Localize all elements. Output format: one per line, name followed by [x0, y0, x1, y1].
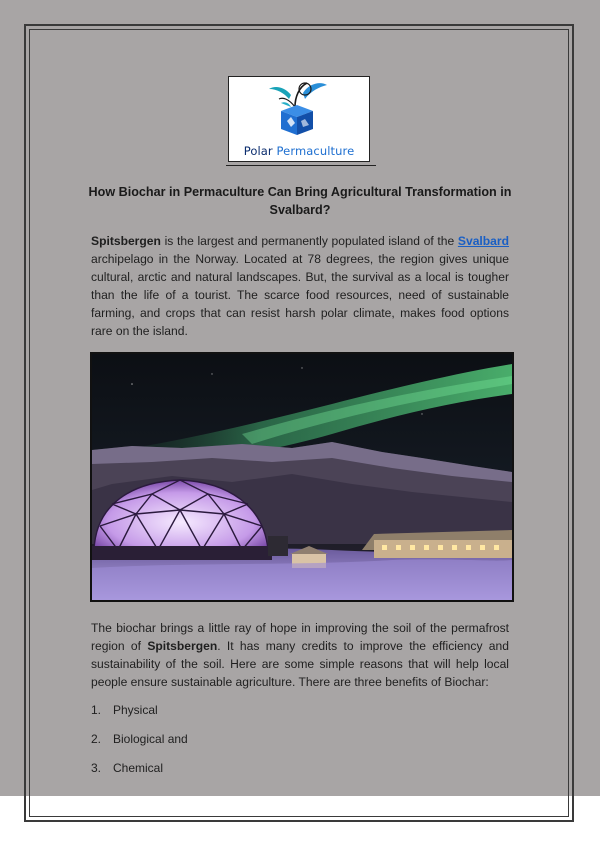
biochar-text-a: The biochar brings a little ray of hope in improving the soil of the permafrost region of	[91, 621, 509, 653]
article-title: How Biochar in Permaculture Can Bring Agricultural Transformation in Svalbard?	[88, 185, 512, 217]
logo-word-polar: Polar	[243, 144, 273, 158]
logo-graphic-icon	[229, 77, 369, 143]
list-item	[91, 703, 158, 717]
spitsbergen-bold-2: Spitsbergen	[147, 639, 218, 653]
logo-wordmark	[229, 144, 369, 158]
list-number: 3.	[91, 761, 102, 775]
list-number: 1.	[91, 703, 102, 717]
logo-word-permaculture: Permaculture	[276, 144, 355, 158]
list-number: 2.	[91, 732, 102, 746]
polar-permaculture-logo	[228, 76, 370, 162]
intro-text-b: archipelago in the Norway. Located at 78 degrees, the region gives unique cultural, arctic and natural landscapes. But, the survival as a local is tougher than the life of a tourist. The scarce food resources, need of sustainable farming, and crops that can resist harsh polar climate, makes food options rare on the island.	[91, 252, 509, 338]
svalbard-dome-photo	[90, 352, 514, 602]
intro-text-a: is the largest and permanently populated island of the	[160, 234, 458, 248]
biochar-text-b: . It has many credits to improve the efficiency and sustainability of the soil. Here are some simple reasons that will help local people ensure sustainable agriculture. There are three benefits of Biochar:	[91, 639, 509, 689]
logo-divider	[226, 165, 376, 166]
svalbard-link[interactable]: Svalbard	[457, 234, 509, 248]
list-label: Physical	[113, 703, 158, 717]
list-label: Chemical	[113, 761, 164, 775]
biochar-paragraph	[91, 619, 509, 691]
list-item	[91, 732, 188, 746]
list-label: Biological and	[113, 732, 188, 746]
intro-paragraph	[91, 232, 509, 340]
list-item	[91, 761, 163, 775]
spitsbergen-bold: Spitsbergen	[91, 234, 161, 248]
